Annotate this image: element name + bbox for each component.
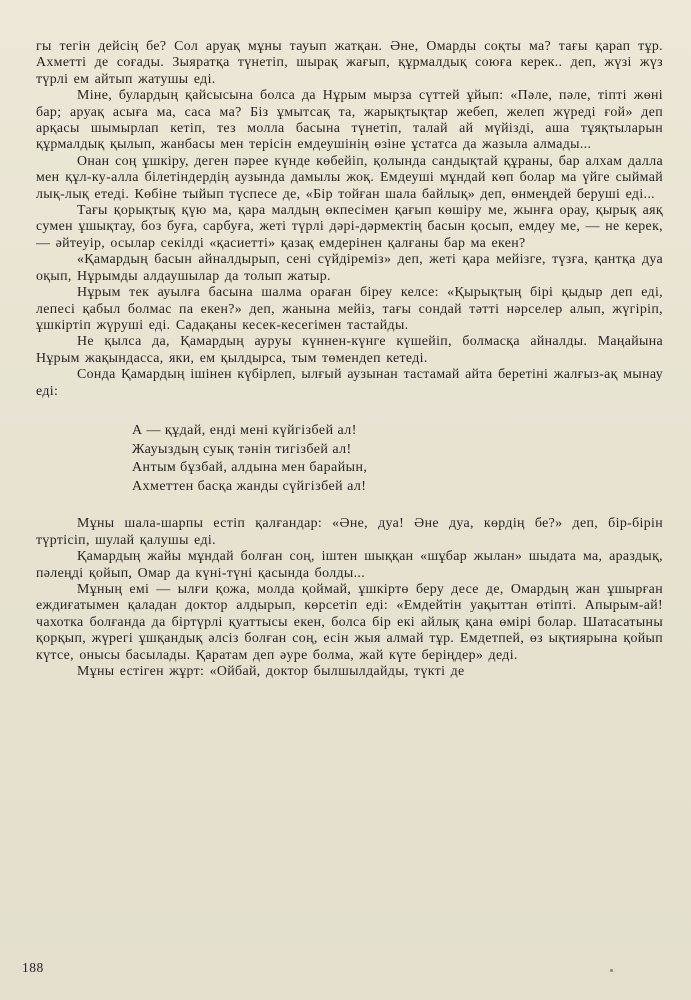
paragraph: гы тегін дейсің бе? Сол аруақ мұны тауып жатқан. Әне, Омарды соқты ма? тағы қарап тұр. Ахметті де соғады. Зыяратқа түнетіп, шырақ жағып, құрмалдық союға керек.. деп, жүзі жүз түрлі ем айтып жатушы еді. [36,39,663,87]
poem-line: Жауыздың суық тәнін тигізбей ал! [132,441,352,457]
print-speck [610,969,613,972]
body-text-bottom [36,516,663,680]
paragraph: Тағы қорықтық қүю ма, қара малдың өкпесімен қағып көшіру ме, жынға орау, қырық аяқ сумен ұшықтау, боз буға, сарбуға, жеті түрлі дәрі-дәрмектің басын қосып, емдеу ме, — не керек, — әйтеуір, осылар секілді «қасиетті» қазақ емдерінен қалғаны бар ма екен? [36,203,663,251]
body-text-top [36,39,663,400]
poem-stanza [132,422,663,496]
paragraph: Мұны шала-шарпы естіп қалғандар: «Әне, дуа! Әне дуа, көрдің бе?» деп, бір-бірін түртісіп, шулай қалушы еді. [36,516,663,548]
paragraph: Сонда Қамардың ішінен күбірлеп, ылғый аузынан тастамай айта беретіні жалғыз-ақ мынау еді: [36,367,663,399]
page-number: 188 [22,960,44,975]
paragraph: Міне, булардың қайсысына болса да Нұрым мырза сүттей ұйып: «Пәле, пәле, тіпті жөні бар; аруақ асыға ма, саса ма? Біз ұмытсақ та, жарықтықтар жебеп, желеп жүреді ғой» деп арқасы шымырлап кетіп, тез молла басына түнетіп, талай ай мүйізді, аша тұяқтыларын құрмалдық қылып, жанбасы мен терісін емдеушінің өзіне ұстатса да жазыла алмады... [36,88,663,153]
paragraph: Мұны естіген жұрт: «Ойбай, доктор былшылдайды, түкті де [77,663,465,679]
paragraph: «Қамардың басын айналдырып, сені сүйдіреміз» деп, жеті қара мейізге, түзға, қантқа дуа оқып, Нұрымды алдаушылар да толып жатыр. [36,252,663,284]
paragraph: Қамардың жайы мұндай болған соң, іштен шыққан «шұбар жылан» шыдата ма, араздық, пәлеңді қойып, Омар да күні-түні қасында болды... [36,549,663,581]
poem-line: Ахметтен басқа жанды сүйгізбей ал! [132,478,367,494]
paragraph: Не қылса да, Қамардың ауруы күннен-күнге күшейіп, болмасқа айналды. Маңайына Нұрым жақындасса, яки, ем қылдырса, тым төмендеп кетеді. [36,334,663,366]
paragraph: Онан соң ұшкіру, деген пәрее күнде көбейіп, қолында сандықтай құраны, бар алхам далла мен құл-ку-алла білетіндердің аузында дамылы жоқ. Емдеуші мұндай көп болар ма үйге сыймай лық-лық етеді. Көбіне тыйып түспесе де, «Бір тойған шала байлық» деп, өнмеңдей беруші еді... [36,153,663,202]
poem-line: А — құдай, енді мені күйгізбей ал! [132,422,357,438]
paragraph: Мұның емі — ылғи қожа, молда қоймай, ұшкіртө беру десе де, Омардың жан ұшырған еждиғатымен қаладан доктор алдырып, көрсетіп еді: «Емдейтін уақыттан өтіпті. Апырым-ай! чахотка болғанда да біртүрлі қуаттысы екен, болса бір екі айлық қана өмірі болар. Шатасатыны қорқып, жүрегі ұшқандық әлсіз болған соң, есін жыя алмай тұр. Емдетпей, өз ықтиярына қойып күтсе, онысы басылады. Қаратам деп әуре болма, жай күте беріңдер» деді. [36,581,663,663]
paragraph: Нұрым тек ауылға басына шалма ораған біреу келсе: «Қырықтың бірі қыдыр деп еді, лепесі қабыл болмас па екен?» деп, жанына мейіз, тағы сондай тәтті нәрселер алып, жүгіріп, ұшкіртіп жүруші еді. Садақаны кесек-кесегімен тастайды. [36,285,663,333]
poem-line: Антым бұзбай, алдына мен барайын, [132,460,368,476]
